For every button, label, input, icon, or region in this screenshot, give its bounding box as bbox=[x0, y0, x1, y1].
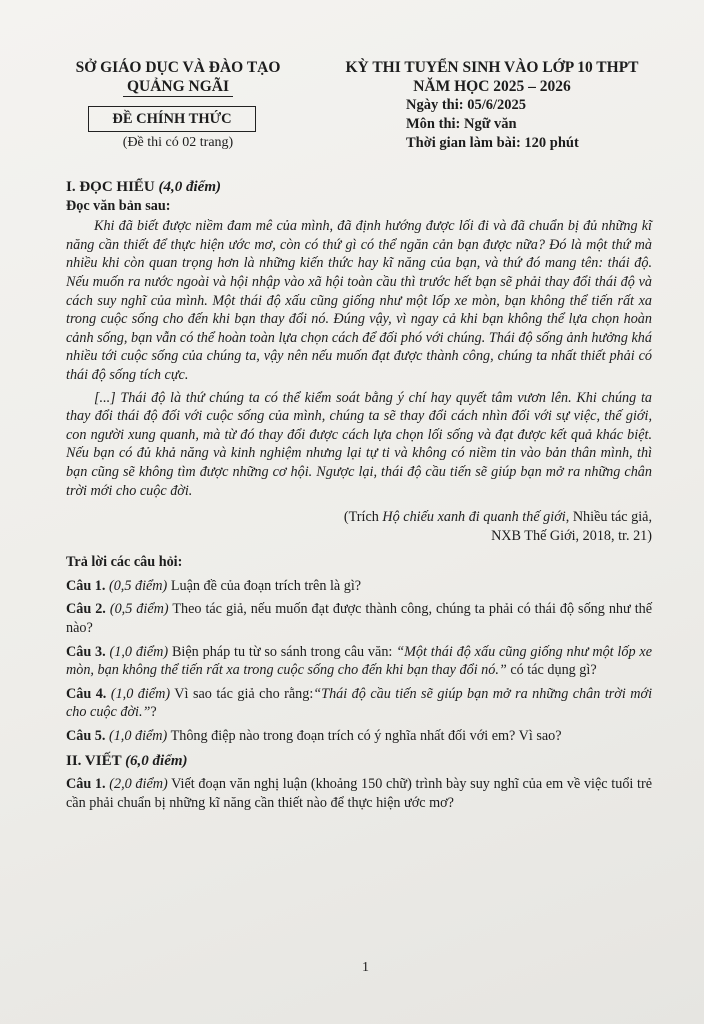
question-quote: “Thái độ cầu tiến sẽ giúp bạn mở ra những chân trời mới cho cuộc đời.” bbox=[66, 685, 653, 721]
province-name: QUẢNG NGÃI bbox=[123, 77, 233, 97]
question-text-tail: ? bbox=[150, 704, 157, 721]
source-prefix: (Trích bbox=[343, 509, 383, 526]
exam-date: Ngày thi: 05/6/2025 bbox=[406, 97, 527, 113]
question-points: (0,5 điểm) bbox=[109, 601, 169, 618]
writing-question-1 bbox=[66, 775, 652, 812]
writing-points: (6,0 điểm) bbox=[125, 752, 188, 769]
question-label: Câu 1. bbox=[66, 577, 106, 594]
question-label: Câu 2. bbox=[66, 601, 106, 618]
school-year: NĂM HỌC 2025 – 2026 bbox=[413, 78, 571, 95]
exam-duration: Thời gian làm bài: 120 phút bbox=[406, 135, 579, 151]
writing-section-heading bbox=[66, 752, 652, 771]
reading-section-heading bbox=[66, 178, 652, 197]
question-text-tail: có tác dụng gì? bbox=[506, 662, 597, 679]
question-text: Viết đoạn văn nghị luận (khoảng 150 chữ) trình bày suy nghĩ của em về việc tuổi trẻ cần phải chuẩn bị những kĩ năng cần thiết nào để thực hiện ước mơ? bbox=[66, 776, 653, 811]
source-publisher: NXB Thế Giới, 2018, tr. 21) bbox=[491, 527, 652, 544]
source-book-title: Hộ chiếu xanh đi quanh thế giới bbox=[382, 509, 566, 526]
passage-paragraph-2: [...] Thái độ là thứ chúng ta có thể kiểm soát bằng ý chí hay quyết tâm vươn lên. Khi chúng ta thay đổi thái độ đối với cuộc sống của mình, chúng ta sẽ thay đổi cách nhìn đối với sự việc, thế giới, con người xung quanh, mà từ đó thay đổi được cách lựa chọn lối sống và đạt được kết quả khác biệt. Nếu bạn có đủ khả năng và kinh nghiệm nhưng lại tự ti và không có niềm tin vào bản thân mình, thì bạn cũng sẽ không tìm được những cơ hội. Ngược lại, thái độ cầu tiến sẽ giúp bạn mở ra những chân trời mới cho cuộc đời. bbox=[66, 389, 652, 499]
issuer-block bbox=[58, 58, 298, 97]
question-label: Câu 3. bbox=[66, 643, 106, 660]
exam-title: KỲ THI TUYỂN SINH VÀO LỚP 10 THPT bbox=[345, 59, 639, 76]
question-points: (1,0 điểm) bbox=[110, 685, 171, 702]
reading-instruction: Đọc văn bản sau: bbox=[66, 197, 171, 214]
question-2 bbox=[66, 600, 652, 637]
question-4 bbox=[66, 685, 652, 722]
exam-info-block bbox=[322, 58, 662, 153]
exam-body bbox=[66, 178, 652, 812]
question-text: Thông điệp nào trong đoạn trích có ý nghĩa nhất đối với em? Vì sao? bbox=[167, 728, 562, 745]
question-3 bbox=[66, 643, 652, 680]
question-text: Theo tác giả, nếu muốn đạt được thành công, chúng ta phải có thái độ sống như thế nào? bbox=[66, 601, 653, 637]
reading-points: (4,0 điểm) bbox=[158, 179, 221, 195]
question-label: Câu 1. bbox=[66, 776, 106, 793]
passage-paragraph-1: Khi đã biết được niềm đam mê của mình, đã định hướng được lối đi và đã chuẩn bị đủ những kĩ năng cần thiết để thực hiện ước mơ, còn có thứ gì có thể ngăn cản bạn được nữa? Đó là một thứ mà nhiều khi còn quan trọng hơn là những kiến thức hay kĩ năng của bạn, và thứ đó mang tên: thái độ. Nếu muốn ra nước ngoài và hội nhập vào xã hội toàn cầu thì trước hết bạn sẽ phải thay đổi thái độ và cách suy nghĩ của mình. Một thái độ xấu cũng giống như một lốp xe mòn, bạn không thể tiến rất xa trong cuộc sống cho đến khi bạn thay đổi nó. Đúng vậy, vì ngay cả khi bạn không thể lựa chọn hoàn cảnh sống, bạn vẫn có thể hoàn toàn lựa chọn cách để đối phó với chúng. Thái độ sống ảnh hưởng khá nhiều tới cuộc sống của chúng ta, vậy nên nếu muốn đạt được thành công, chúng ta nhất thiết phải có thái độ sống tích cực. bbox=[66, 218, 652, 383]
questions-heading: Trả lời các câu hỏi: bbox=[66, 554, 183, 571]
page-number: 1 bbox=[362, 960, 369, 975]
question-text: Vì sao tác giả cho rằng: bbox=[170, 685, 314, 702]
question-1 bbox=[66, 577, 652, 596]
official-label-box: ĐỀ CHÍNH THỨC bbox=[88, 106, 256, 132]
passage-source bbox=[66, 508, 652, 545]
question-label: Câu 4. bbox=[66, 685, 107, 702]
writing-heading-text: II. VIẾT bbox=[66, 752, 122, 769]
source-authors: , Nhiều tác giả, bbox=[565, 509, 652, 526]
question-label: Câu 5. bbox=[66, 728, 106, 745]
pages-note: (Đề thi có 02 trang) bbox=[122, 135, 234, 150]
question-points: (2,0 điểm) bbox=[109, 776, 168, 793]
question-points: (1,0 điểm) bbox=[109, 643, 169, 660]
exam-subject: Môn thi: Ngữ văn bbox=[406, 116, 517, 132]
question-5 bbox=[66, 727, 652, 746]
question-points: (0,5 điểm) bbox=[108, 577, 168, 594]
question-text: Luận đề của đoạn trích trên là gì? bbox=[167, 577, 362, 594]
reading-heading-text: I. ĐỌC HIỂU bbox=[66, 179, 155, 195]
question-points: (1,0 điểm) bbox=[108, 728, 168, 745]
department-name: SỞ GIÁO DỤC VÀ ĐÀO TẠO bbox=[75, 59, 281, 76]
question-text: Biện pháp tu từ so sánh trong câu văn: bbox=[168, 643, 397, 660]
question-quote: “Một thái độ xấu cũng giống như một lốp xe mòn, bạn không thể tiến rất xa trong cuộc sống cho đến khi bạn thay đổi nó.” bbox=[66, 643, 652, 679]
